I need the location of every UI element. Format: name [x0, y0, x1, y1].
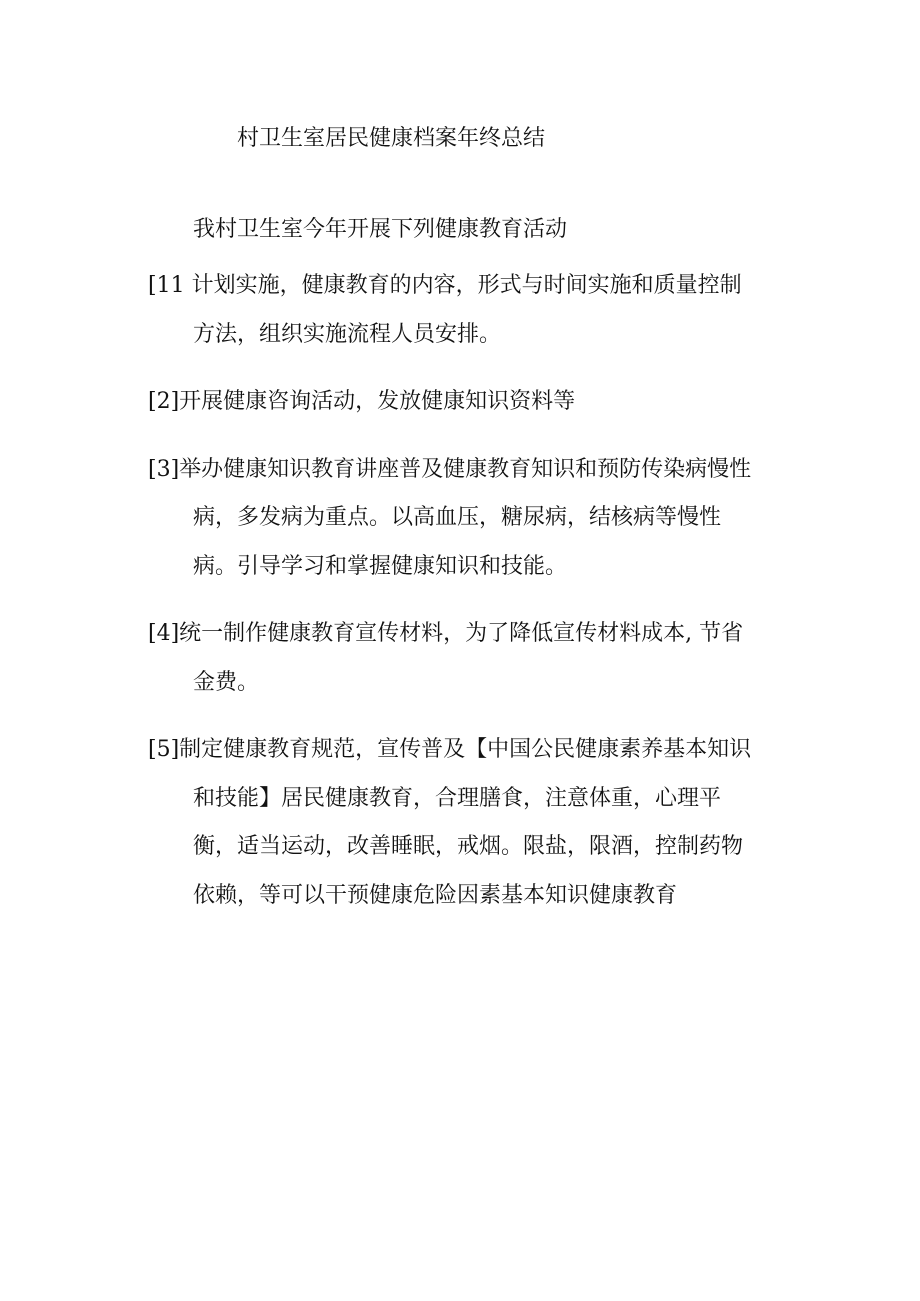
activity-line: 依赖，等可以干预健康危险因素基本知识健康教育 — [193, 882, 678, 908]
activity-line: [11 计划实施，健康教育的内容，形式与时间实施和质量控制 — [148, 273, 742, 298]
activity-line: [3]举办健康知识教育讲座普及健康教育知识和预防传染病慢性 — [148, 456, 752, 482]
activity-item-3 — [148, 446, 788, 592]
activity-line: [4]统一制作健康教育宣传材料，为了降低宣传材料成本, 节省 — [148, 621, 744, 646]
activity-item-2 — [148, 378, 788, 427]
activity-line: 病。引导学习和掌握健康知识和技能。 — [193, 553, 568, 579]
activity-line: 方法，组织实施流程人员安排。 — [193, 321, 502, 347]
activity-line: [5]制定健康教育规范，宣传普及【中国公民健康素养基本知识 — [148, 737, 752, 762]
activity-line: 金费。 — [193, 669, 260, 695]
activity-item-5 — [148, 726, 788, 920]
intro-paragraph: 我村卫生室今年开展下列健康教育活动 — [193, 217, 568, 242]
activity-line: 衡，适当运动，改善睡眠，戒烟。限盐，限酒，控制药物 — [193, 834, 744, 859]
activity-line: 病，多发病为重点。以高血压，糖尿病，结核病等慢性 — [193, 505, 722, 530]
activity-line: 和技能】居民健康教育，合理膳食，注意体重，心理平 — [193, 785, 722, 811]
activity-item-1 — [148, 262, 788, 359]
activity-line: [2]开展健康咨询活动，发放健康知识资料等 — [148, 389, 576, 414]
activity-item-4 — [148, 610, 788, 707]
activity-list — [148, 262, 788, 939]
document-title: 村卫生室居民健康档案年终总结 — [237, 126, 546, 151]
